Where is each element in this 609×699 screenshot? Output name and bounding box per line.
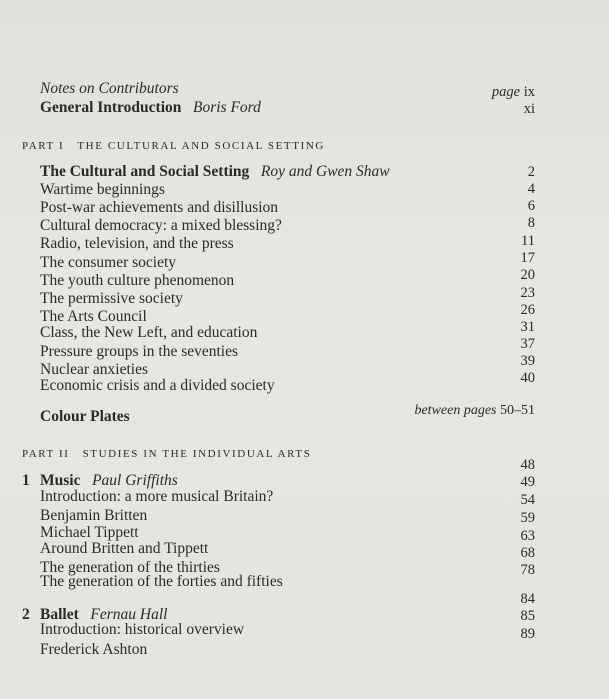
colour-plates-pages <box>414 402 535 420</box>
intro-title: General Introduction <box>40 99 182 116</box>
part1-label: PART I <box>22 140 65 152</box>
toc-entry: Frederick Ashton <box>40 641 148 658</box>
toc-entry: Cultural democracy: a mixed blessing? <box>40 217 282 234</box>
page-number: 84 <box>520 591 535 607</box>
ballet-title: Ballet <box>40 606 79 623</box>
toc-entry: Radio, television, and the press <box>40 235 234 252</box>
toc-entry: The Arts Council <box>40 308 147 325</box>
notes-page: ix <box>523 84 535 100</box>
part2-label: PART II <box>22 448 70 460</box>
toc-entry: Class, the New Left, and education <box>40 324 258 341</box>
part1-chapter-title: The Cultural and Social Setting <box>40 163 250 180</box>
music-number: 1 <box>22 472 30 489</box>
page-number: 11 <box>521 233 535 249</box>
toc-entry: Post-war achievements and disillusion <box>40 199 279 216</box>
toc-entry: The consumer society <box>40 254 177 271</box>
notes-on-contributors: Notes on Contributors <box>40 80 179 97</box>
page-number: 68 <box>520 545 535 561</box>
toc-entry: Benjamin Britten <box>40 507 148 524</box>
part2-title: STUDIES IN THE INDIVIDUAL ARTS <box>82 448 312 460</box>
toc-entry: Wartime beginnings <box>40 181 165 198</box>
plates-range-label: between pages <box>414 403 497 418</box>
page-number: 78 <box>520 562 535 578</box>
toc-entry: The generation of the forties and fifties <box>40 573 283 590</box>
page-number: 54 <box>520 492 535 508</box>
toc-entry: Nuclear anxieties <box>40 361 149 378</box>
general-introduction <box>40 99 261 117</box>
toc-entry: Around Britten and Tippett <box>40 540 209 557</box>
page-prefix: page <box>491 84 521 100</box>
page-number: 20 <box>520 267 535 283</box>
page-number: 17 <box>520 250 535 266</box>
page-number: 37 <box>520 336 535 352</box>
ballet-number: 2 <box>22 606 30 623</box>
toc-entry: The youth culture phenomenon <box>40 272 235 289</box>
page-number: 59 <box>520 510 535 526</box>
toc-entry: Pressure groups in the seventies <box>40 343 239 360</box>
plates-range: 50–51 <box>500 403 535 418</box>
toc-entry: The generation of the thirties <box>40 559 220 576</box>
toc-entry: Economic crisis and a divided society <box>40 377 275 394</box>
intro-author: Boris Ford <box>193 99 261 116</box>
page-number: 48 <box>520 457 535 473</box>
music-title: Music <box>40 472 81 489</box>
part1-title: THE CULTURAL AND SOCIAL SETTING <box>77 140 325 152</box>
page-number: 49 <box>520 474 535 490</box>
page-number: 63 <box>520 528 535 544</box>
page-number: 85 <box>520 608 535 624</box>
part1-heading <box>22 140 325 152</box>
notes-page-ref <box>492 83 535 101</box>
music-author: Paul Griffiths <box>92 472 178 489</box>
page-number: 26 <box>520 302 535 318</box>
page-number: 39 <box>520 353 535 369</box>
page-number: 8 <box>527 215 535 231</box>
ballet-author: Fernau Hall <box>90 606 168 623</box>
toc-entry: Michael Tippett <box>40 524 139 541</box>
page-number: 23 <box>520 285 535 301</box>
toc-entry: Introduction: a more musical Britain? <box>40 488 274 505</box>
toc-entry: Introduction: historical overview <box>40 621 245 638</box>
part1-chapter <box>40 163 390 181</box>
page-number: 2 <box>527 164 535 180</box>
page-number: 31 <box>520 319 535 335</box>
toc-entry: The permissive society <box>40 290 183 307</box>
part1-chapter-author: Roy and Gwen Shaw <box>260 163 390 180</box>
page-number: 40 <box>520 370 535 386</box>
colour-plates-title: Colour Plates <box>40 408 130 425</box>
part2-heading <box>22 448 311 460</box>
intro-page: xi <box>523 101 535 117</box>
page-number: 4 <box>527 181 535 197</box>
page-number: 6 <box>527 198 535 214</box>
page-number: 89 <box>520 626 535 642</box>
